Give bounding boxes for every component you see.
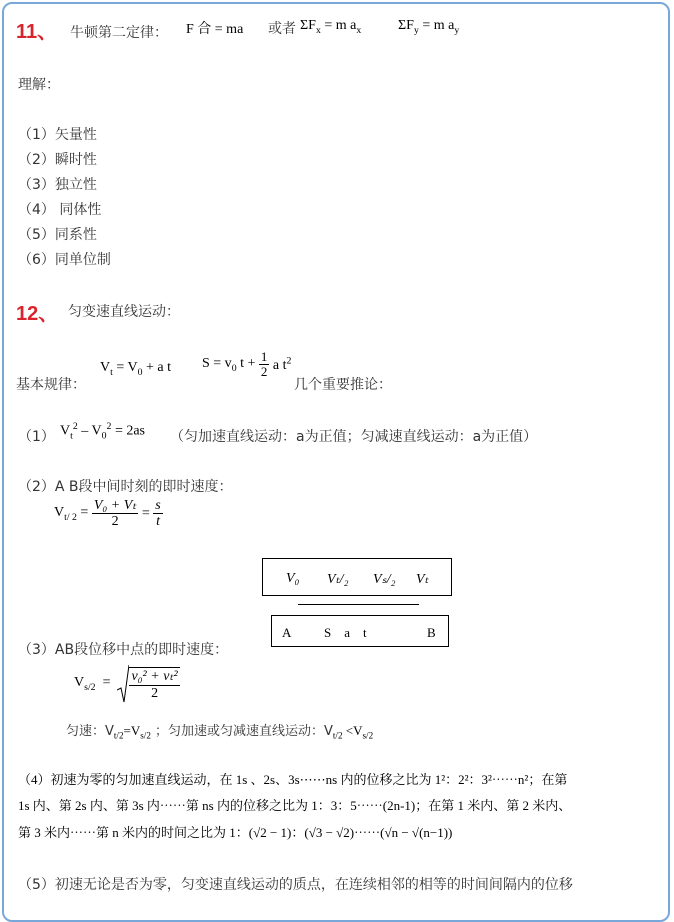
basic-law-label: 基本规律： [16, 377, 86, 393]
inference-label: 几个重要推论： [294, 377, 392, 393]
point-4-line-2: 1s 内、第 2s 内、第 3s 内⋯⋯第 ns 内的位移之比为 1：3：5⋯⋯(2n-1)；在第 1 米内、第 2 米内、 [18, 798, 572, 813]
list-item: （6）同单位制 [18, 252, 111, 268]
point-a: A [282, 625, 292, 640]
list-item: （5）同系性 [18, 227, 97, 243]
point-4-line-1: （4）初速为零的匀加速直线运动，在 1s 、2s、3s⋯⋯ns 内的位移之比为 1²：2²：3²⋯⋯n²；在第 [18, 772, 568, 787]
point-3-label: （3）AB段位移中点的即时速度： [18, 642, 229, 658]
sqrt-icon [117, 664, 129, 704]
velocity-formula: $V_t = V_0 + a$ t [100, 360, 172, 378]
displacement-formula: $S = v_0$ t + $\frac{1}{2}$ a $t^2$ [202, 349, 292, 380]
list-item: （4） 同体性 [18, 202, 102, 218]
velocity-diagram-box [262, 558, 452, 596]
point-2-label: （2）A B段中间时刻的即时速度： [18, 479, 233, 495]
point-1-formula: $V_t^2 - V_0^2 = 2as$ [60, 421, 145, 442]
point-3-formula: $V_{s/2}$ = $\frac{\text{v₀² + vₜ²}}{2}$ [74, 664, 180, 704]
list-item: （1）矢量性 [18, 127, 97, 143]
section-12-title: 匀变速直线运动： [68, 304, 180, 320]
newton-formula-x: $\Sigma F_x = m$ $a_x$ [300, 18, 362, 36]
label-v0: V₀ [286, 571, 300, 586]
point-b: B [427, 625, 436, 640]
point-1-label: （1） [18, 429, 55, 445]
segment-diagram-box [271, 615, 449, 647]
label-vt: Vₜ [416, 572, 429, 587]
point-5-line: （5）初速无论是否为零，匀变速直线运动的质点，在连续相邻的相等的时间间隔内的位移 [18, 877, 573, 893]
list-item: （2）瞬时性 [18, 152, 97, 168]
understanding-label: 理解： [18, 77, 60, 93]
label-vt2: Vₜ/₂ [327, 572, 349, 587]
or-text: 或者 [268, 21, 296, 37]
property-list [18, 123, 111, 273]
point-3-note: 匀速：$V_{t/2}=V_{s/2}$ ；匀加速或匀减速直线运动：$V_{t/2} <V_{s/2}$ [66, 723, 374, 741]
list-item: （3）独立性 [18, 177, 97, 193]
newton-formula-y: $\Sigma F_y = m$ $a_y$ [398, 18, 460, 36]
s-a-t-label: S a t [324, 625, 367, 640]
point-4-line-3: 第 3 米内⋯⋯第 n 米内的时间之比为 1：(√2 − 1)：(√3 − √2)⋯⋯(√n − √(n−1)) [18, 825, 453, 840]
newton-formula: F 合 = ma [186, 22, 244, 37]
point-1-note: （匀加速直线运动：a为正值；匀减速直线运动：a为正值） [170, 429, 538, 445]
section-11-title: 牛顿第二定律： [70, 25, 168, 41]
segment-line [298, 604, 419, 605]
label-vs2: Vₛ/₂ [373, 572, 396, 587]
section-12-number: 12、 [16, 303, 59, 325]
point-2-formula: $V_{t/ 2}$ = $\frac{\text{V₀ + Vₜ}}{2}$ = $\frac{s}{t}$ [54, 498, 161, 530]
section-11-number: 11、 [16, 21, 58, 43]
